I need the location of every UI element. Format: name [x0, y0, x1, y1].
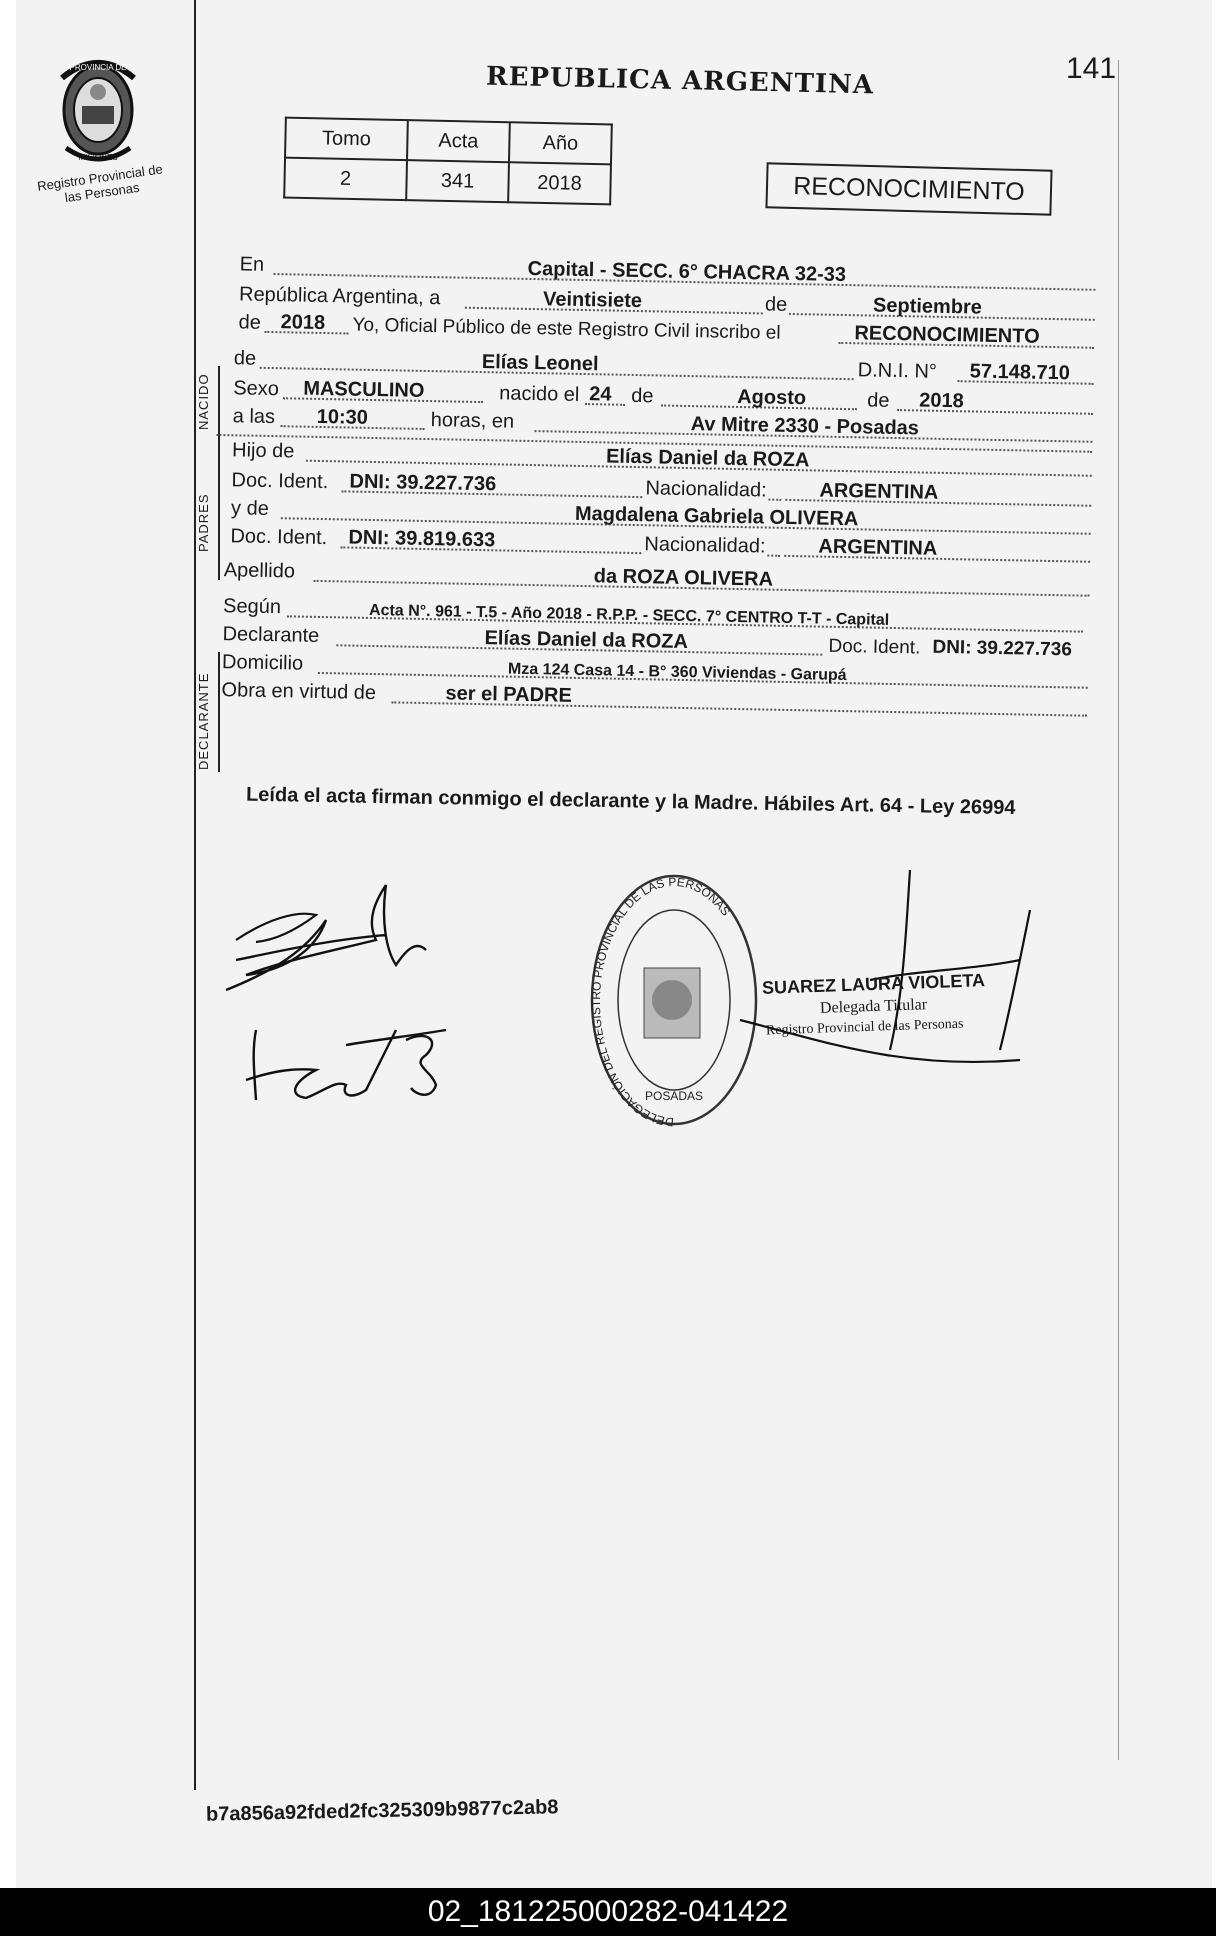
doc1-label: Doc. Ident. [231, 469, 329, 494]
en-value: Capital - SECC. 6° CHACRA 32-33 [527, 257, 847, 287]
declarante-value: Elías Daniel da ROZA [484, 627, 689, 654]
anio-label: Año [509, 122, 612, 164]
acta-value: 341 [406, 160, 509, 202]
doc1-value: DNI: 39.227.736 [349, 470, 497, 496]
hijo-label: Hijo de [231, 439, 295, 463]
declarant-signature [216, 880, 456, 1000]
inscribe-value: RECONOCIMIENTO [854, 322, 1040, 348]
tomo-acta-anio-table [283, 117, 613, 206]
tomo-value: 2 [284, 158, 407, 201]
anio-value: 2018 [508, 162, 611, 204]
acta-label: Acta [407, 120, 510, 162]
month-value: Septiembre [872, 294, 983, 319]
domicilio-value: Mza 124 Casa 14 - B° 360 Viviendas - Garupá [507, 660, 847, 685]
seal-lettering-bottom: MISIONES [78, 153, 118, 162]
domicilio-label: Domicilio [221, 651, 304, 675]
oficial-text: Yo, Oficial Público de este Registro Civil inscribo el [352, 314, 781, 344]
nacido-de-label: de [233, 347, 257, 370]
apellido-label: Apellido [223, 559, 296, 583]
horas-en-label: horas, en [430, 409, 515, 433]
nacido-el-label: nacido el [499, 382, 580, 406]
stamp-ring-text: DELEGACIÓN DEL REGISTRO PROVINCIAL DE LAS PERSONAS [588, 874, 733, 1130]
sexo-label: Sexo [233, 377, 280, 401]
obra-label: Obra en virtud de [221, 679, 377, 705]
nacido-de-year-label: de [866, 389, 890, 412]
nacido-month-value: Agosto [737, 385, 807, 410]
stamp-city: POSADAS [644, 1089, 704, 1103]
declarante-doc-value: DNI: 39.227.736 [932, 636, 1073, 661]
de-label-2: de [238, 311, 262, 334]
section-label-nacido: NACIDO [196, 373, 211, 430]
doc2-value: DNI: 39.819.633 [348, 526, 496, 552]
nacido-year-value: 2018 [918, 389, 964, 413]
hora-value: 10:30 [316, 405, 369, 429]
page-number: 141 [1066, 52, 1117, 85]
declarante-label: Declarante [222, 623, 320, 647]
footer-id-bar: 02_181225000282-041422 [0, 1888, 1216, 1936]
nacido-de-month-label: de [631, 384, 654, 408]
doc2-label: Doc. Ident. [230, 525, 328, 550]
document-hash: b7a856a92fded2fc325309b9877c2ab8 [205, 1796, 559, 1826]
nacido-name-value: Elías Leonel [481, 351, 599, 376]
obra-value: ser el PADRE [445, 682, 573, 707]
yde-label: y de [230, 497, 270, 520]
registry-seal-logo [48, 48, 148, 170]
right-margin-line [1118, 60, 1119, 1760]
a-las-label: a las [232, 405, 276, 429]
apellido-value: da ROZA OLIVERA [593, 565, 774, 591]
seal-lettering: PROVINCIA DE [69, 63, 127, 72]
section-label-padres: PADRES [196, 493, 211, 552]
nac1-label: Nacionalidad: [643, 477, 769, 502]
segun-value: Acta N°. 961 - T.5 - Año 2018 - R.P.P. - SECC. 7° CENTRO T-T - Capital [368, 601, 890, 629]
declarante-doc-label: Doc. Ident. [828, 635, 921, 659]
nac2-label: Nacionalidad: [642, 533, 768, 558]
en-label: En [239, 253, 265, 276]
signer-role: Delegada Titular [819, 996, 928, 1017]
tomo-label: Tomo [285, 118, 408, 161]
mother-signature [226, 1010, 466, 1120]
year-value: 2018 [280, 311, 326, 335]
document-type-box: RECONOCIMIENTO [765, 162, 1052, 215]
registry-logo-caption: Registro Provincial de las Personas [36, 161, 164, 206]
nacido-day-value: 24 [589, 383, 612, 406]
dni-label: D.N.I. N° [857, 359, 938, 383]
page-title: REPUBLICA ARGENTINA [485, 61, 875, 101]
section-label-declarante: DECLARANTE [196, 672, 211, 770]
day-value: Veintisiete [542, 288, 643, 313]
segun-label: Según [222, 595, 282, 619]
nac2-value: ARGENTINA [818, 535, 938, 560]
closing-note: Leída el acta firman conmigo el declarante y la Madre. Hábiles Art. 64 - Ley 26994 [245, 783, 1016, 820]
dni-value: 57.148.710 [969, 360, 1071, 385]
de-label: de [763, 293, 790, 316]
margin-line [194, 0, 196, 1790]
nac1-value: ARGENTINA [819, 479, 939, 504]
sexo-value: MASCULINO [303, 377, 425, 402]
republica-label: República Argentina, a [238, 283, 441, 310]
madre-value: Magdalena Gabriela OLIVERA [574, 502, 859, 531]
signer-name: SUAREZ LAURA VIOLETA [761, 970, 986, 998]
padre-value: Elías Daniel da ROZA [605, 445, 810, 472]
signer-registry: Registro Provincial de las Personas [765, 1016, 964, 1039]
lugar-value: Av Mitre 2330 - Posadas [690, 413, 920, 440]
